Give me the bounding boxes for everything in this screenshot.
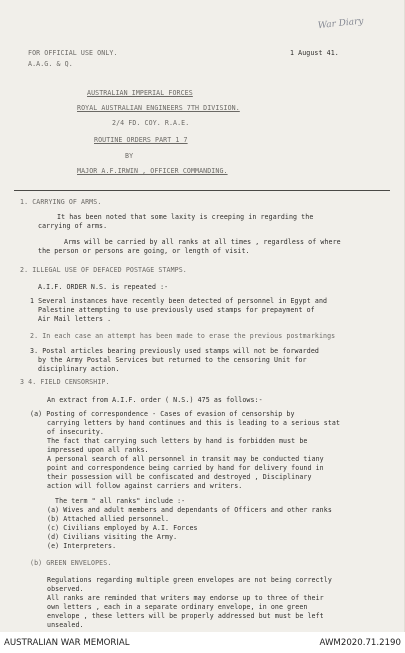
section-2-line: by the Army Postal Services but returned to the censoring Unit for	[38, 356, 307, 364]
divider	[14, 190, 390, 191]
section-3a-line: of insecurity.	[47, 428, 104, 436]
section-3b-line: observed.	[47, 585, 84, 593]
section-3a-line: (b) Attached allied personnel.	[47, 515, 170, 523]
footer-source: AUSTRALIAN WAR MEMORIAL	[4, 638, 130, 648]
section-3a-line: their possession will be confiscated and destroyed , Disciplinary	[47, 473, 312, 481]
section-3b-line: envelope , these letters will be properly addressed but must be left	[47, 612, 324, 620]
title-line-1: AUSTRALIAN IMPERIAL FORCES	[87, 89, 193, 97]
title-line-2: ROYAL AUSTRALIAN ENGINEERS 7TH DIVISION.	[77, 104, 240, 112]
section-3b-heading: (b) GREEN ENVELOPES.	[30, 559, 112, 567]
section-2-line: 1 Several instances have recently been detected of personnel in Egypt and	[30, 297, 328, 305]
section-3b-line: unsealed.	[47, 621, 84, 629]
title-line-4: ROUTINE ORDERS PART 1 7	[94, 136, 188, 144]
section-3-heading: 3 4. FIELD CENSORSHIP.	[20, 378, 110, 386]
header-left: FOR OFFICIAL USE ONLY.	[28, 49, 118, 57]
title-line-3: 2/4 FD. COY. R.A.E.	[112, 119, 190, 127]
section-2-line: Palestine attempting to use previously used stamps for prepayment of	[38, 306, 315, 314]
section-1-line: the person or persons are going, or length of visit.	[38, 247, 250, 255]
section-3a-line: carrying letters by hand continues and this is leading to a serious stat	[47, 419, 341, 427]
section-3b-line: All ranks are reminded that writers may endorse up to three of their	[47, 594, 324, 602]
section-2-line: 2. In each case an attempt has been made to erase the previous postmarkings	[30, 332, 336, 340]
section-3a-line: (a) Posting of correspondence - Cases of evasion of censorship by	[30, 410, 295, 418]
section-1-heading: 1. CARRYING OF ARMS.	[20, 198, 102, 206]
section-1-line: carrying of arms.	[38, 222, 108, 230]
section-3a-line: point and correspondence being carried by hand for delivery found in	[47, 464, 324, 472]
section-3-intro: An extract from A.I.F. order ( N.S.) 475 as follows:-	[47, 396, 263, 404]
header-date: 1 August 41.	[290, 49, 339, 57]
title-line-5: BY	[125, 152, 134, 160]
section-1-line: It has been noted that some laxity is creeping in regarding the	[57, 213, 314, 221]
footer-bar	[0, 632, 405, 653]
section-2-line: disciplinary action.	[38, 365, 120, 373]
section-3a-line: (e) Interpreters.	[47, 542, 117, 550]
section-3a-line: (d) Civilians visiting the Army.	[47, 533, 178, 541]
title-line-6: MAJOR A.F.IRWIN , OFFICER COMMANDING.	[77, 167, 228, 175]
section-3a-line: A personal search of all personnel in transit may be conducted tiany	[47, 455, 324, 463]
section-1-line: Arms will be carried by all ranks at all times , regardless of where	[64, 238, 341, 246]
section-2-intro: A.I.F. ORDER N.S. is repeated :-	[38, 283, 169, 291]
section-3a-line: action will follow against carriers and writers.	[47, 482, 243, 490]
section-3a-line: (a) Wives and adult members and dependants of Officers and other ranks	[47, 506, 332, 514]
section-3a-line: (c) Civilians employed by A.I. Forces	[47, 524, 198, 532]
section-2-heading: 2. ILLEGAL USE OF DEFACED POSTAGE STAMPS.	[20, 266, 187, 274]
section-3a-line: The term " all ranks" include :-	[55, 497, 186, 505]
war-diary-signature: War Diary	[317, 16, 364, 32]
section-3a-line: impressed upon all ranks.	[47, 446, 149, 454]
reference: A.A.G. & Q.	[28, 60, 73, 68]
section-2-line: 3. Postal articles bearing previously used stamps will not be forwarded	[30, 347, 319, 355]
section-3a-line: The fact that carrying such letters by hand is forbidden must be	[47, 437, 308, 445]
section-3b-line: own letters , each in a separate ordinary envelope, in one green	[47, 603, 308, 611]
footer-accession-number: AWM2020.71.2190	[319, 638, 401, 648]
section-2-line: Air Mail letters .	[38, 315, 112, 323]
section-3b-line: Regulations regarding multiple green envelopes are not being correctly	[47, 576, 332, 584]
